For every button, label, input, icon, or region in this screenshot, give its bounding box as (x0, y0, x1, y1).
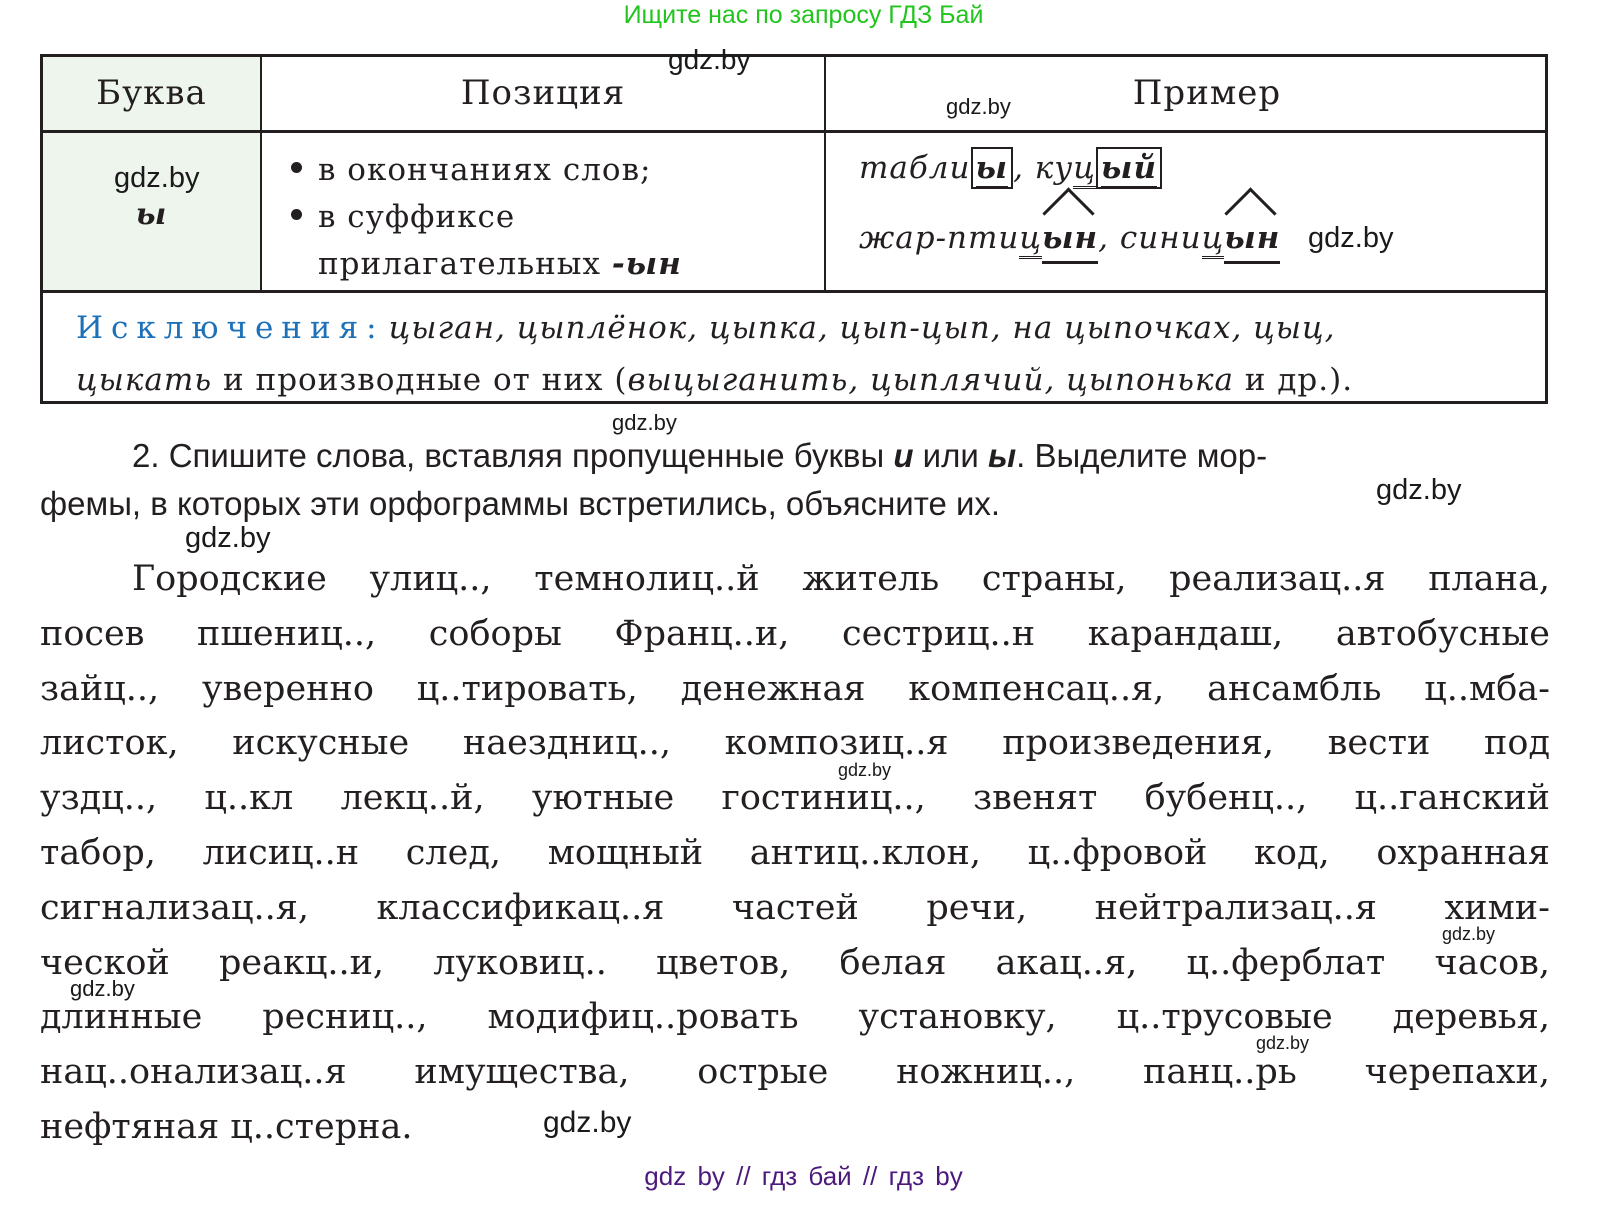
watermark: gdz.by (668, 44, 751, 75)
ending-box: ый (1096, 147, 1162, 189)
position-list (291, 147, 821, 288)
exercise-line: ческой реакц..и, луковиц.. цветов, белая акац..я, ц..ферблат часов, (40, 942, 1550, 983)
ending-box: ы (971, 147, 1014, 189)
exercise-line: нефтяная ц..стерна. (40, 1106, 413, 1147)
exercise-line: сигнализац..я, классификац..я частей речи, нейтрализац..я хими- (40, 887, 1550, 928)
exceptions-label: Исключения: (76, 310, 385, 346)
bullet-icon (291, 209, 302, 220)
watermark: gdz.by (1376, 474, 1462, 506)
example-line-1: табли ы , куц ый (859, 145, 1539, 191)
watermark: gdz.by (838, 760, 892, 780)
exceptions-block (76, 305, 1546, 409)
suffix-arc: ын (1042, 215, 1098, 264)
exercise-line: листок, искусные наездниц.., композиц..я произведения, вести под (40, 723, 1550, 764)
exercise-line: нац..онализац..я имущества, острые ножниц.., панц..рь черепахи, (40, 1052, 1550, 1093)
exercise-line: посев пшениц.., соборы Франц..и, сестриц..н карандаш, автобусные (40, 613, 1550, 654)
position-item-continued: прилагательных -ын (318, 246, 682, 282)
header-letter: Буква (96, 73, 207, 113)
watermark: gdz.by (70, 976, 135, 1001)
watermark: gdz.by (185, 522, 271, 554)
divider (43, 130, 1545, 133)
suffix-yn: -ын (611, 246, 682, 282)
exercise-text (40, 552, 1550, 1155)
watermark: gdz.by (612, 410, 677, 435)
root-letter: ц (1019, 220, 1042, 259)
exercise-line: длинные ресниц.., модифиц..ровать установку, ц..трусовые деревья, (40, 997, 1550, 1038)
watermark: gdz.by (1256, 1033, 1310, 1053)
exercise-line: Городские улиц.., темнолиц..й житель страны, реализац..я плана, (132, 559, 1550, 599)
letter-value: ы (135, 197, 168, 232)
top-banner[interactable]: Ищите нас по запросу ГДЗ Бай (623, 1, 984, 29)
bottom-banner[interactable]: gdz by // гдз бай // гдз by (644, 1161, 963, 1191)
watermark: gdz.by (114, 162, 200, 194)
example-line-2: жар-птицын, синицын (859, 215, 1539, 264)
position-item: в суффиксе (291, 194, 821, 241)
example-cell (859, 145, 1539, 264)
exceptions-line-1: Исключения: цыган, цыплёнок, цыпка, цып-цып, на цыпочках, цыц, (76, 310, 1336, 346)
suffix-arc: ын (1224, 215, 1280, 264)
exercise-line: уздц.., ц..кл лекц..й, уютные гостиниц.., звенят бубенц.., ц..ганский (40, 778, 1550, 819)
position-item: в окончаниях слов; (291, 147, 821, 194)
task-number: 2. (132, 437, 160, 474)
header-example: Пример (1132, 73, 1282, 113)
header-position: Позиция (460, 73, 626, 113)
exercise-line: табор, лисиц..н след, мощный антиц..клон, ц..фровой код, охранная (40, 832, 1550, 873)
exercise-line: зайц.., уверенно ц..тировать, денежная компенсац..я, ансамбль ц..мба- (40, 668, 1550, 709)
root-letter: ц (1202, 220, 1225, 259)
watermark: gdz.by (543, 1106, 632, 1139)
watermark: gdz.by (946, 94, 1011, 119)
exceptions-line-2: цыкать и производные от них (выцыганить, цыплячий, цыпонька и др.). (76, 362, 1354, 398)
task-instruction: 2. Спишите слова, вставляя пропущенные буквы и или ы. Выделите мор- фемы, в которых эти орфограммы встретились, объясните их. (40, 437, 1268, 522)
watermark: gdz.by (1308, 222, 1394, 254)
bullet-icon (291, 162, 302, 173)
watermark: gdz.by (1442, 924, 1496, 944)
divider (43, 290, 1545, 293)
root-letter: ц (1073, 150, 1096, 189)
